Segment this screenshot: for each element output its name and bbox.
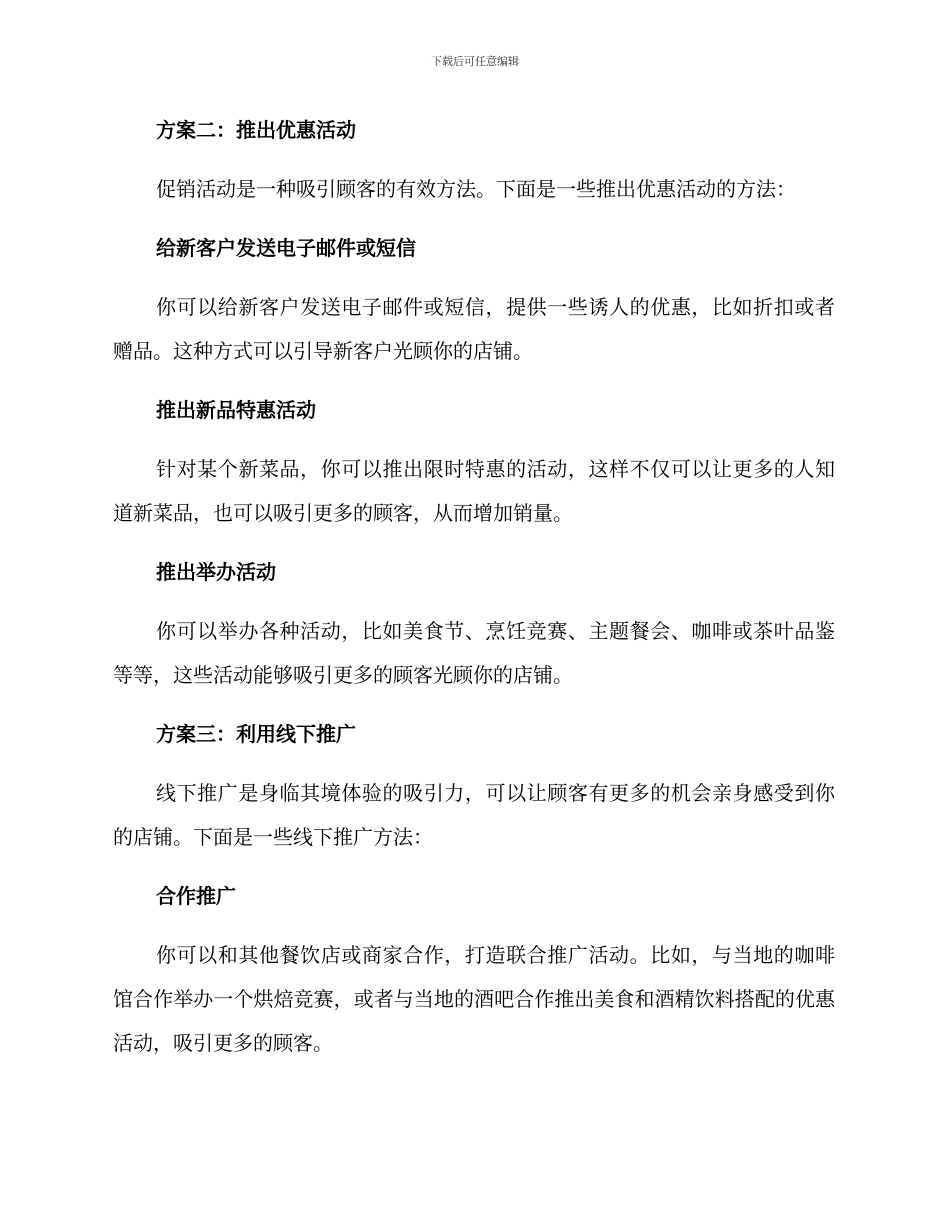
plan2-heading: 方案二：推出优惠活动: [156, 118, 356, 142]
events-paragraph: 你可以举办各种活动，比如美食节、烹饪竞赛、主题餐会、咖啡或茶叶品鉴等等，这些活动能够吸引更多的顾客光顾你的店铺。: [113, 619, 835, 687]
cooperation-heading: 合作推广: [156, 884, 236, 908]
email-sms-paragraph: 你可以给新客户发送电子邮件或短信，提供一些诱人的优惠，比如折扣或者赠品。这种方式可以引导新客户光顾你的店铺。: [113, 295, 835, 363]
email-sms-heading: 给新客户发送电子邮件或短信: [156, 236, 416, 260]
plan3-heading: 方案三：利用线下推广: [156, 722, 356, 746]
new-product-heading: 推出新品特惠活动: [156, 398, 316, 422]
events-heading: 推出举办活动: [156, 560, 276, 584]
plan2-intro-paragraph: 促销活动是一种吸引顾客的有效方法。下面是一些推出优惠活动的方法：: [156, 177, 796, 201]
new-product-paragraph: 针对某个新菜品，你可以推出限时特惠的活动，这样不仅可以让更多的人知道新菜品，也可以吸引更多的顾客，从而增加销量。: [113, 457, 835, 525]
plan3-intro-paragraph: 线下推广是身临其境体验的吸引力，可以让顾客有更多的机会亲身感受到你的店铺。下面是一些线下推广方法：: [113, 781, 835, 849]
page-header: 下载后可任意编辑: [431, 55, 519, 68]
document-body: [113, 108, 835, 1080]
cooperation-paragraph: 你可以和其他餐饮店或商家合作，打造联合推广活动。比如，与当地的咖啡馆合作举办一个烘焙竞赛，或者与当地的酒吧合作推出美食和酒精饮料搭配的优惠活动，吸引更多的顾客。: [113, 943, 835, 1055]
